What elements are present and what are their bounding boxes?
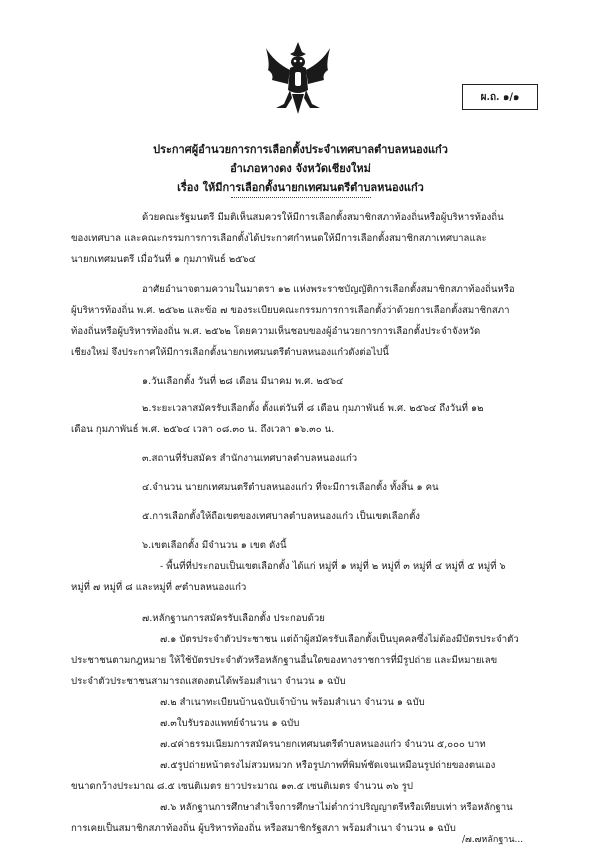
intro-paragraph-line: ด้วยคณะรัฐมนตรี มีมติเห็นสมควรให้มีการเลือกตั้งสมาชิกสภาท้องถิ่นหรือผู้บริหารท้องถิ่น (142, 212, 504, 223)
election-zone: ๕.การเลือกตั้งให้ถือเขตของเทศบาลตำบลหนองแก๋ว เป็นเขตเลือกตั้ง (142, 511, 420, 522)
election-date: ๑.วันเลือกตั้ง วันที่ ๒๘ เดือน มีนาคม พ.ศ. ๒๕๖๔ (142, 376, 344, 387)
announcement-title: ประกาศผู้อำนวยการการเลือกตั้งประจำเทศบาลตำบลหนองแก๋ว (153, 143, 448, 156)
constituency: ๖.เขตเลือกตั้ง มีจำนวน ๑ เขต ดังนี้ (142, 540, 287, 551)
document-item: ประชาชนตามกฎหมาย ให้ใช้บัตรประจำตัวหรือหลักฐานอื่นใดของทางราชการที่มีรูปถ่าย และมีหมายเลข (71, 655, 498, 666)
continuation-marker: /๗.๗หลักฐาน... (462, 835, 524, 845)
law-paragraph-line: อาศัยอำนาจตามความในมาตรา ๑๒ แห่งพระราชบัญญัติการเลือกตั้งสมาชิกสภาท้องถิ่นหรือ (142, 284, 515, 295)
law-paragraph-line: ท้องถิ่นหรือผู้บริหารท้องถิ่น พ.ศ. ๒๕๖๒ โดยความเห็นชอบของผู้อำนวยการการเลือกตั้งประจำจังหวัด (71, 326, 481, 337)
form-code-box (462, 84, 538, 110)
candidate-count: ๔.จำนวน นายกเทศมนตรีตำบลหนองแก๋ว ที่จะมีการเลือกตั้ง ทั้งสิ้น ๑ คน (142, 482, 439, 493)
registration-period: ๒.ระยะเวลาสมัครรับเลือกตั้ง ตั้งแต่วันที่ ๘ เดือน กุมภาพันธ์ พ.ศ. ๒๕๖๔ ถึงวันที่ ๑๒ (142, 403, 484, 414)
district-province: อำเภอหางดง จังหวัดเชียงใหม่ (230, 162, 371, 175)
constituency-area: หมู่ที่ ๗ หมู่ที่ ๘ และหมู่ที่ ๙ตำบลหนองแก๋ว (71, 582, 247, 593)
document-item: ๗.๒ สำเนาทะเบียนบ้านฉบับเจ้าบ้าน พร้อมสำเนา จำนวน ๑ ฉบับ (160, 697, 425, 708)
document-item: การเคยเป็นสมาชิกสภาท้องถิ่น ผู้บริหารท้องถิ่น หรือสมาชิกรัฐสภา พร้อมสำเนา จำนวน ๑ ฉบับ (71, 823, 456, 834)
registration-period: เดือน กุมภาพันธ์ พ.ศ. ๒๕๖๔ เวลา ๐๘.๓๐ น. ถึงเวลา ๑๖.๓๐ น. (71, 424, 335, 435)
form-code: ผ.ถ. ๑/๑ (480, 91, 520, 103)
law-paragraph-line: ผู้บริหารท้องถิ่น พ.ศ. ๒๕๖๒ และข้อ ๗ ของระเบียบคณะกรรมการการเลือกตั้งว่าด้วยการเลือกตั้งสมาชิกสภา (71, 305, 510, 316)
intro-paragraph-line: นายกเทศมนตรี เมื่อวันที่ ๑ กุมภาพันธ์ ๒๕๖๔ (71, 254, 256, 265)
garuda-emblem-icon (262, 40, 334, 116)
document-item: ขนาดกว้างประมาณ ๘.๕ เซนติเมตร ยาวประมาณ ๑๓.๕ เซนติเมตร จำนวน ๓๖ รูป (71, 781, 414, 792)
application-documents-heading: ๗.หลักฐานการสมัครรับเลือกตั้ง ประกอบด้วย (142, 613, 325, 624)
registration-place: ๓.สถานที่รับสมัคร สำนักงานเทศบาลตำบลหนองแก๋ว (142, 453, 358, 464)
subject-line: เรื่อง ให้มีการเลือกตั้งนายกเทศมนตรีตำบลหนองแก๋ว (177, 181, 424, 194)
document-item: ๗.๕รูปถ่ายหน้าตรงไม่สวมหมวก หรือรูปภาพที่พิมพ์ชัดเจนเหมือนรูปถ่ายของตนเอง (160, 760, 496, 771)
document-item: ประจำตัวประชาชนสามารถแสดงตนได้พร้อมสำเนา จำนวน ๑ ฉบับ (71, 676, 346, 687)
document-item: ๗.๖ หลักฐานการศึกษาสำเร็จการศึกษาไม่ต่ำกว่าปริญญาตรีหรือเทียบเท่า หรือหลักฐาน (160, 802, 513, 813)
document-item: ๗.๓ใบรับรองแพทย์จำนวน ๑ ฉบับ (160, 718, 300, 729)
intro-paragraph-line: ของเทศบาล และคณะกรรมการการเลือกตั้งได้ประกาศกำหนดให้มีการเลือกตั้งสมาชิกสภาเทศบาลและ (71, 233, 487, 244)
constituency-area: - พื้นที่ที่ประกอบเป็นเขตเลือกตั้ง ได้แก่ หมู่ที่ ๑ หมู่ที่ ๒ หมู่ที่ ๓ หมู่ที่ ๔ หมู่ที่ ๕ หมู่ที่ ๖ (160, 561, 506, 572)
title-divider (231, 197, 371, 198)
law-paragraph-line: เชียงใหม่ จึงประกาศให้มีการเลือกตั้งนายกเทศมนตรีตำบลหนองแก๋วดังต่อไปนี้ (71, 347, 389, 358)
document-item: ๗.๔ค่าธรรมเนียมการสมัครนายกเทศมนตรีตำบลหนองแก๋ว จำนวน ๕,๐๐๐ บาท (160, 739, 486, 750)
document-item: ๗.๑ บัตรประจำตัวประชาชน แต่ถ้าผู้สมัครรับเลือกตั้งเป็นบุคคลซึ่งไม่ต้องมีบัตรประจำตัว (160, 634, 519, 645)
